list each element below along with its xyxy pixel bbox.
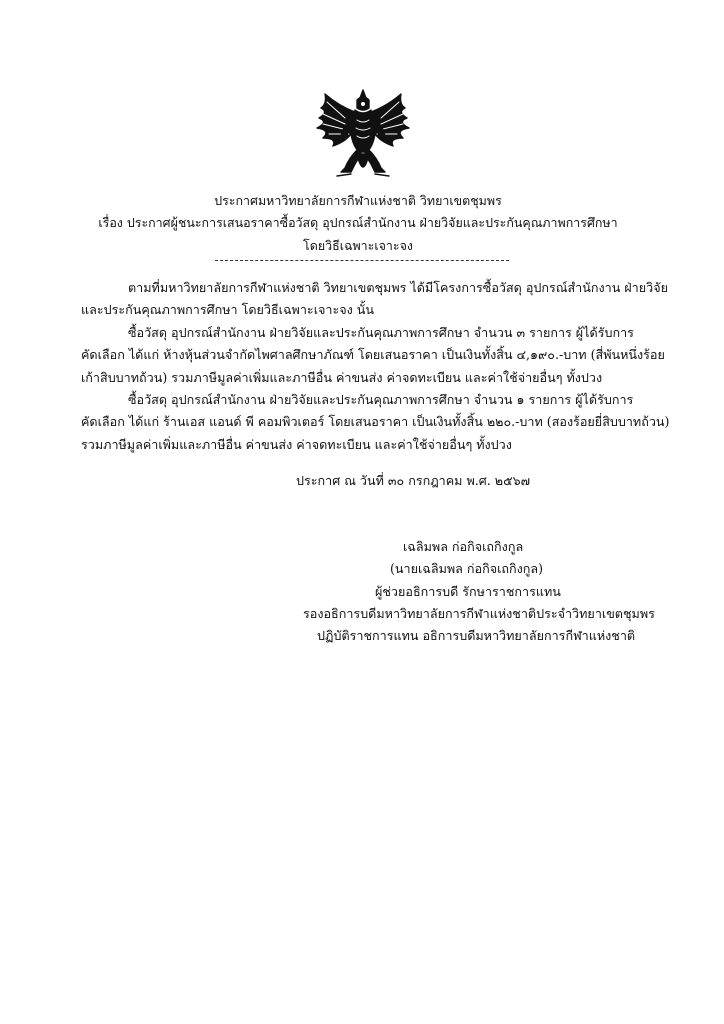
separator-line [215,260,509,261]
garuda-emblem-icon [311,88,415,182]
paragraph-1-line-1: ตามที่มหาวิทยาลัยการกีฬาแห่งชาติ วิทยาเขตชุมพร ได้มีโครงการซื้อวัสดุ อุปกรณ์สำนักงาน ฝ่ายวิจัย [128,280,668,295]
paragraph-2-line-1: ซื้อวัสดุ อุปกรณ์สำนักงาน ฝ่ายวิจัยและประกันคุณภาพการศึกษา จำนวน ๓ รายการ ผู้ได้รับการ [128,325,634,340]
signer-signature: เฉลิมพล ก่อกิจเถกิงกูล [403,539,524,554]
announcement-date: ประกาศ ณ วันที่ ๓๐ กรกฎาคม พ.ศ. ๒๕๖๗ [296,473,531,488]
signer-position-3: ปฏิบัติราชการแทน อธิการบดีมหาวิทยาลัยการกีฬาแห่งชาติ [317,628,636,643]
procurement-method: โดยวิธีเฉพาะเจาะจง [303,238,413,253]
announcement-subject: เรื่อง ประกาศผู้ชนะการเสนอราคาซื้อวัสดุ อุปกรณ์สำนักงาน ฝ่ายวิจัยและประกันคุณภาพการศึกษา [98,215,618,230]
paragraph-2-line-2: คัดเลือก ได้แก่ ห้างหุ้นส่วนจำกัดไพศาลศึกษาภัณฑ์ โดยเสนอราคา เป็นเงินทั้งสิ้น ๔,๑๙๐.-บาท (สี่พันหนึ่งร้อย [81,347,665,362]
announcement-title: ประกาศมหาวิทยาลัยการกีฬาแห่งชาติ วิทยาเขตชุมพร [214,193,502,208]
signer-position-2: รองอธิการบดีมหาวิทยาลัยการกีฬาแห่งชาติประจำวิทยาเขตชุมพร [303,606,655,621]
signer-position-1: ผู้ช่วยอธิการบดี รักษาราชการแทน [375,584,561,599]
signer-name: (นายเฉลิมพล ก่อกิจเถกิงกูล) [390,561,544,576]
paragraph-3-line-2: คัดเลือก ได้แก่ ร้านเอส แอนด์ พี คอมพิวเตอร์ โดยเสนอราคา เป็นเงินทั้งสิ้น ๒๒๐.-บาท (สองร้อยยี่สิบบาทถ้วน) [81,414,670,429]
paragraph-1-line-2: และประกันคุณภาพการศึกษา โดยวิธีเฉพาะเจาะจง นั้น [81,302,374,317]
paragraph-3-line-1: ซื้อวัสดุ อุปกรณ์สำนักงาน ฝ่ายวิจัยและประกันคุณภาพการศึกษา จำนวน ๑ รายการ ผู้ได้รับการ [128,392,634,407]
paragraph-3-line-3: รวมภาษีมูลค่าเพิ่มและภาษีอื่น ค่าขนส่ง ค่าจดทะเบียน และค่าใช้จ่ายอื่นๆ ทั้งปวง [81,437,512,452]
paragraph-2-line-3: เก้าสิบบาทถ้วน) รวมภาษีมูลค่าเพิ่มและภาษีอื่น ค่าขนส่ง ค่าจดทะเบียน และค่าใช้จ่ายอื่นๆ ทั้งปวง [81,370,603,385]
